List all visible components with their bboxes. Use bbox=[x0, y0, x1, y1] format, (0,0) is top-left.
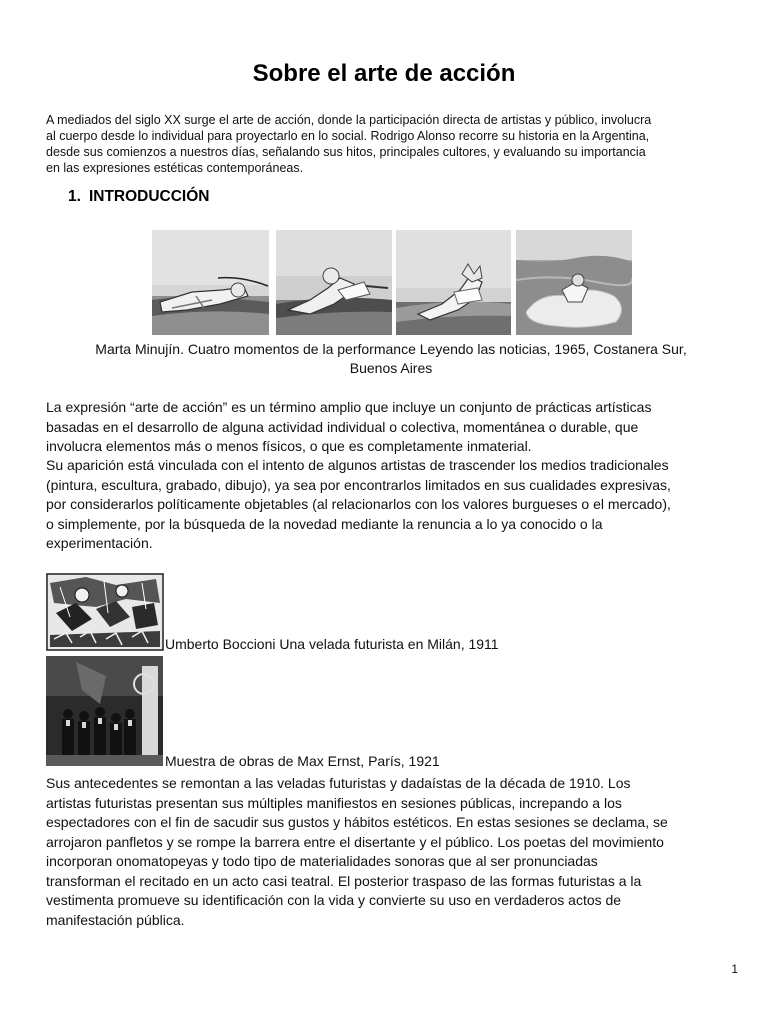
paragraph-line: por considerarlos políticamente objetables (al relacionarlos con los valores burgueses o el mercado), bbox=[46, 496, 671, 512]
intro-line: al cuerpo desde lo individual para proyectarlo en lo social. Rodrigo Alonso recorre su historia en la Argentina, bbox=[46, 129, 650, 143]
caption-line: Buenos Aires bbox=[349, 360, 433, 376]
paragraph-line: espectadores con el fin de sacudir sus gustos y hábitos estéticos. En estas sesiones se declama, se bbox=[46, 814, 668, 830]
photo-strip-caption bbox=[46, 340, 736, 378]
paragraph-line: Su aparición está vinculada con el intento de algunos artistas de trascender los medios tradicionales bbox=[46, 457, 669, 473]
max-ernst-photo-image bbox=[46, 656, 163, 766]
intro-line: en las expresiones estéticas contemporáneas. bbox=[46, 161, 304, 175]
paragraph-line: basadas en el desarrollo de alguna actividad individual o colectiva, momentánea o durable, que bbox=[46, 418, 639, 435]
performance-photo-2 bbox=[276, 230, 392, 335]
paragraph-line: incorporan onomatopeyas y todo tipo de materialidades sonoras que al ser pronunciadas bbox=[46, 853, 598, 869]
max-ernst-figure bbox=[46, 656, 163, 766]
section-title: INTRODUCCIÓN bbox=[88, 188, 210, 205]
paragraph-line: artistas futuristas presentan sus múltiples manifiestos en sesiones públicas, increpando a los bbox=[46, 794, 622, 811]
caption-line: Marta Minujín. Cuatro momentos de la performance Leyendo las noticias, 1965, Costanera Sur, bbox=[95, 341, 687, 357]
paragraph-line: involucra elementos más o menos físicos, o que es completamente inmaterial. bbox=[46, 438, 532, 454]
paragraph-line: (pintura, escultura, grabado, dibujo), ya sea por encontrarlos limitados en sus cualidades expresivas, bbox=[46, 476, 671, 493]
paragraph-line: arrojaron panfletos y se rompe la barrera entre el disertante y el público. Los poetas del movimiento bbox=[46, 833, 664, 850]
body-paragraph-2 bbox=[46, 456, 742, 554]
body-paragraph-1 bbox=[46, 398, 742, 457]
paragraph-line: manifestación pública. bbox=[46, 911, 185, 928]
paragraph-line: transforman el recitado en un acto casi teatral. El posterior traspaso de las formas futuristas a la bbox=[46, 872, 642, 889]
intro-line: desde sus comienzos a nuestros días, señalando sus hitos, principales cultores, y evaluando su importancia bbox=[46, 145, 646, 159]
paragraph-line: o simplemente, por la búsqueda de la novedad mediante la renuncia a lo ya conocido o la bbox=[46, 515, 603, 532]
body-paragraph-3 bbox=[46, 774, 742, 930]
intro-paragraph bbox=[46, 112, 736, 176]
performance-photo-1 bbox=[152, 230, 269, 335]
max-ernst-caption: Muestra de obras de Max Ernst, París, 1921 bbox=[165, 753, 440, 769]
paragraph-line: vestimenta promueve su identificación con la vida y convierte su uso en verdaderos actos de bbox=[46, 892, 622, 908]
page-number: 1 bbox=[731, 962, 738, 976]
performance-photo-4 bbox=[516, 230, 632, 335]
paragraph-line: La expresión “arte de acción” es un término amplio que incluye un conjunto de prácticas artísticas bbox=[46, 399, 652, 415]
section-number: 1. bbox=[68, 188, 81, 205]
paragraph-line: experimentación. bbox=[46, 535, 153, 551]
intro-line: A mediados del siglo XX surge el arte de acción, donde la participación directa de artistas y público, involucra bbox=[46, 113, 652, 127]
page-title: Sobre el arte de acción bbox=[252, 60, 516, 87]
boccioni-caption: Umberto Boccioni Una velada futurista en Milán, 1911 bbox=[165, 636, 499, 652]
boccioni-artwork-image bbox=[46, 573, 164, 651]
paragraph-line: Sus antecedentes se remontan a las veladas futuristas y dadaístas de la década de 1910. Los bbox=[46, 775, 631, 791]
performance-photo-3 bbox=[396, 230, 511, 335]
section-heading bbox=[68, 188, 210, 206]
boccioni-figure bbox=[46, 573, 164, 651]
